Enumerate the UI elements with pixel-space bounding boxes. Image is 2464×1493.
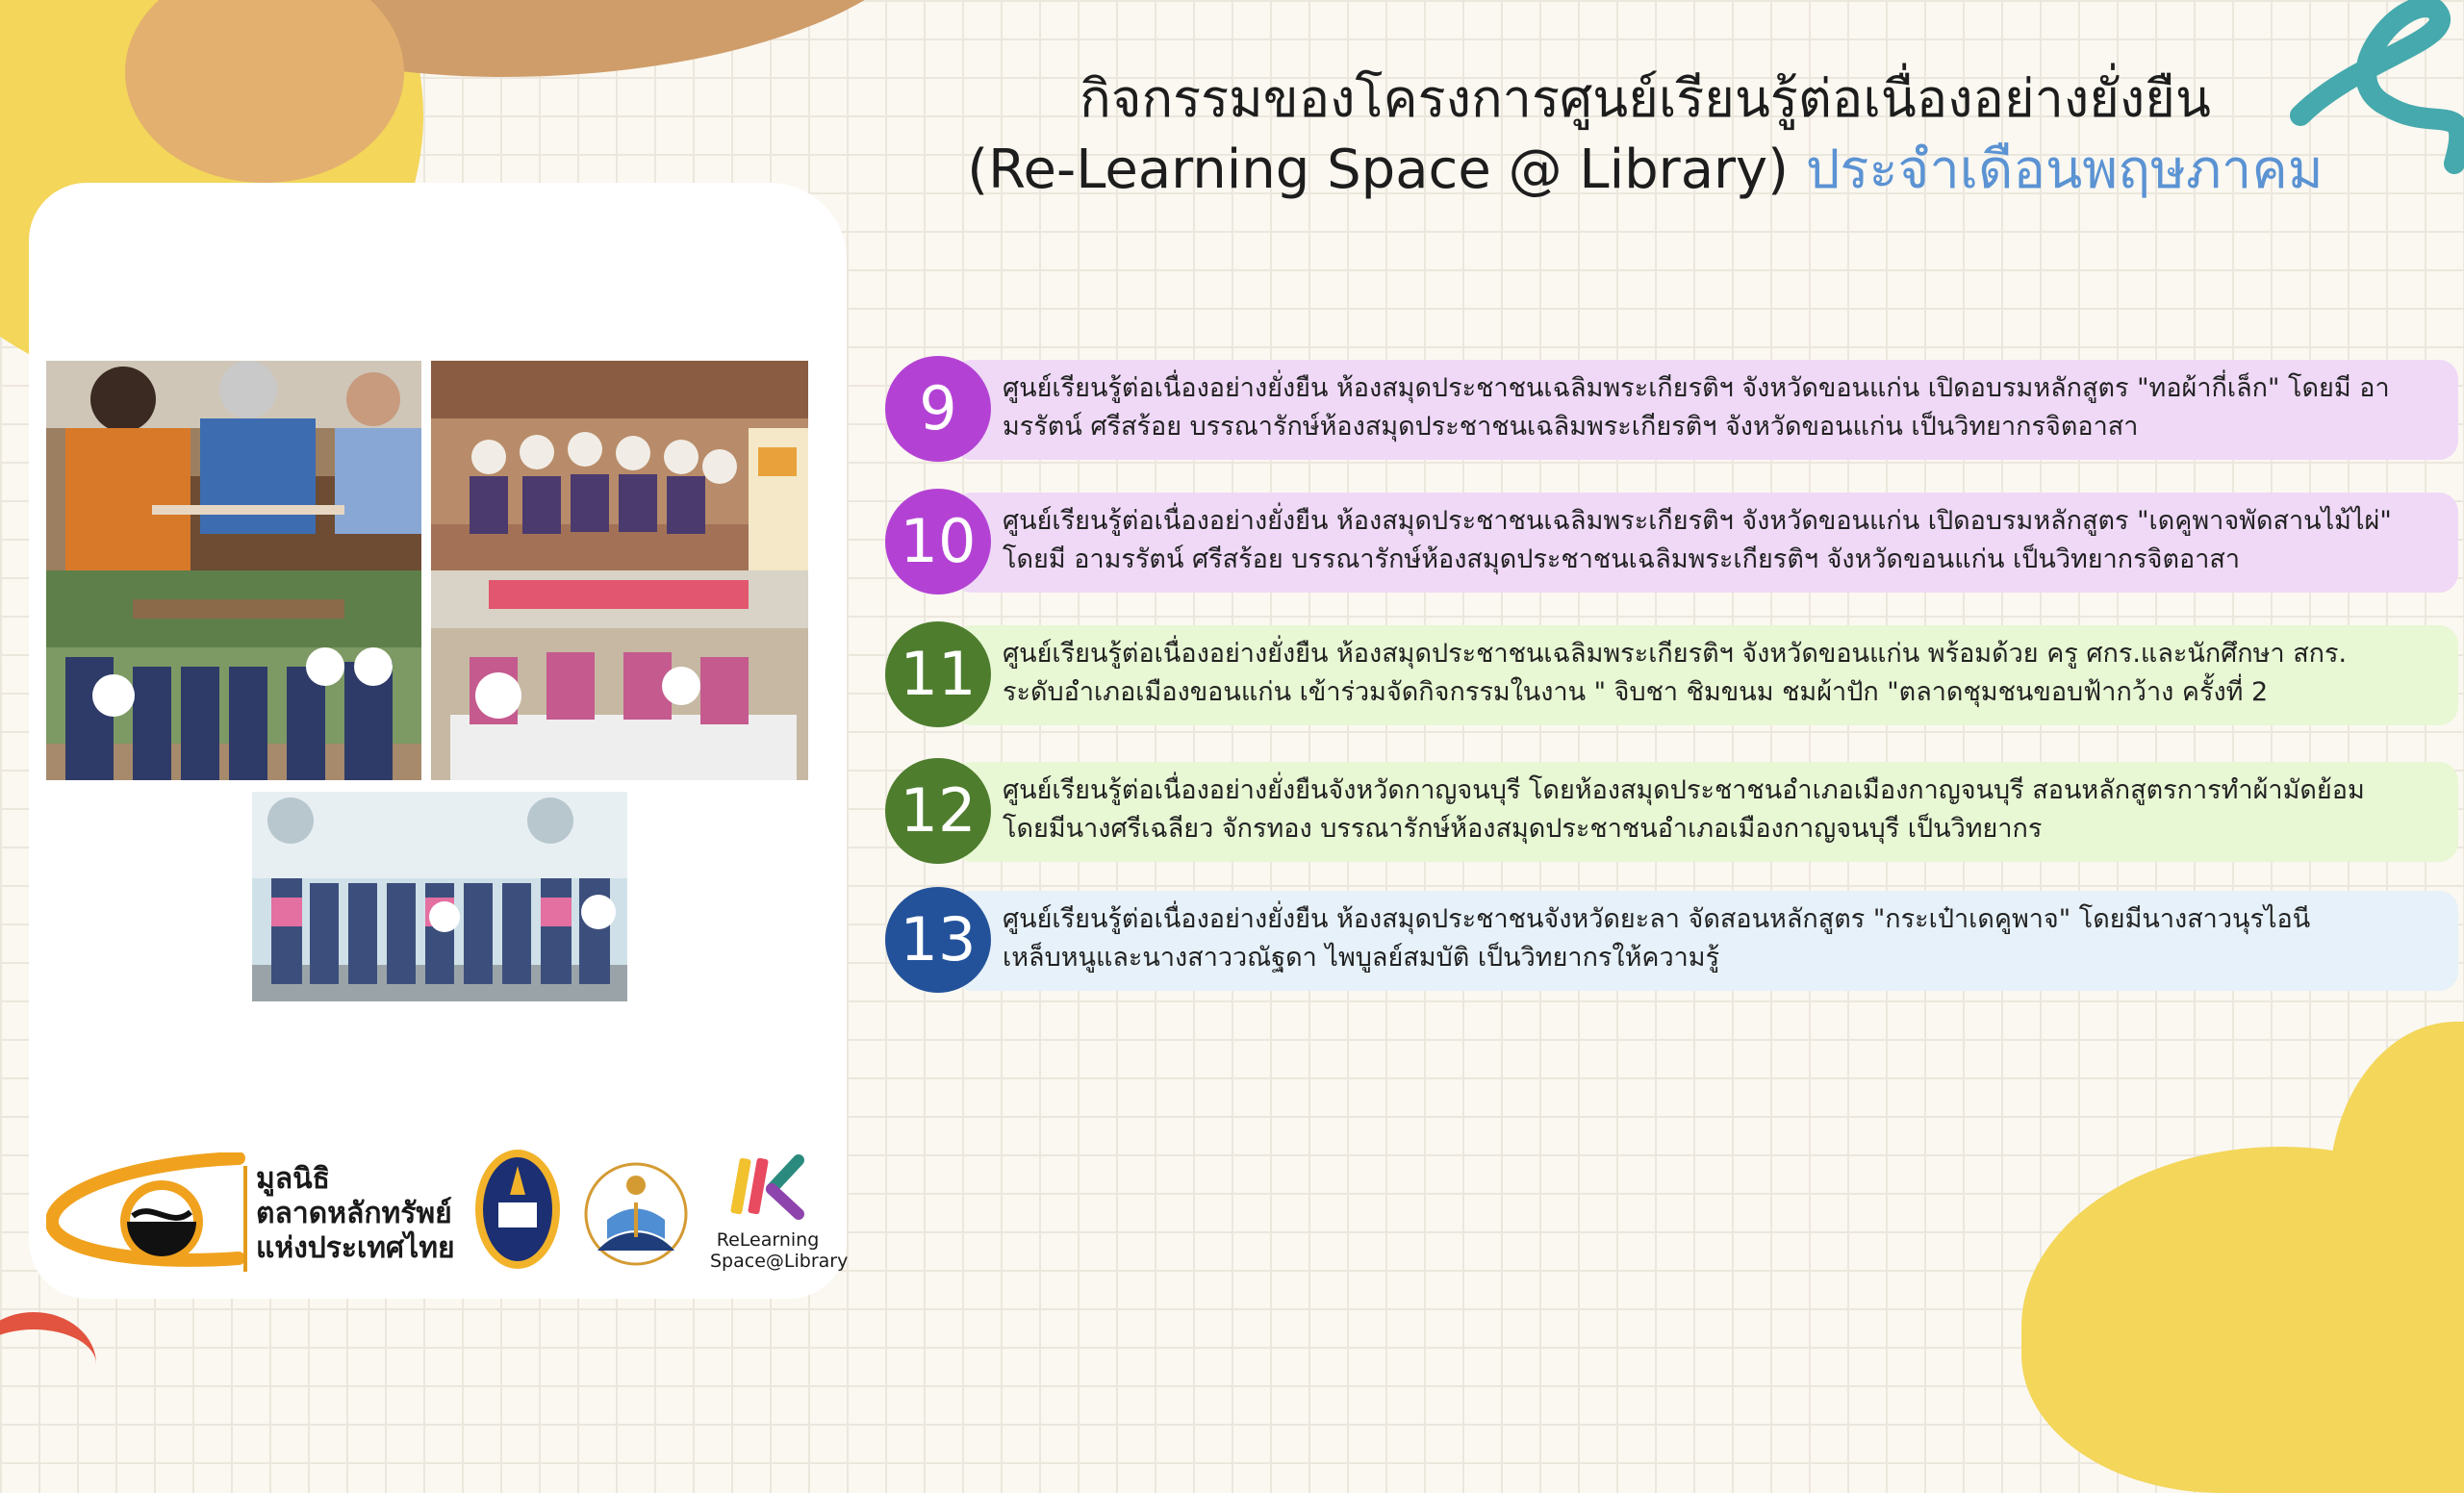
set-logo-line2: ตลาดหลักทรัพย์	[256, 1197, 452, 1230]
set-logo-divider	[243, 1166, 247, 1272]
activity-text-line2: โดยมี อามรรัตน์ ศรีสร้อย บรรณารักษ์ห้องสมุดประชาชนเฉลิมพระเกียรติฯ จังหวัดขอนแก่น เป็นวิทยากรจิตอาสา	[1003, 544, 2240, 574]
dla-crest-icon	[471, 1147, 564, 1272]
activity-number-badge: 13	[885, 887, 991, 993]
activity-number-badge: 12	[885, 758, 991, 864]
decor-yellow-blob-bottom-right	[2021, 1147, 2464, 1493]
relearning-logo-line1: ReLearning	[716, 1229, 820, 1251]
activity-text-line2: เหล็บหนูและนางสาววณัฐดา ไพบูลย์สมบัติ เป็นวิทยากรให้ความรู้	[1003, 943, 1720, 973]
photo-tie-dye-group	[252, 792, 627, 1001]
activity-description	[1003, 369, 2429, 446]
relearning-logo	[710, 1154, 849, 1289]
activity-item-10	[885, 489, 2458, 596]
activity-description	[1003, 900, 2429, 977]
photo-weaving-class	[46, 361, 421, 570]
activity-item-11	[885, 621, 2458, 729]
activity-description	[1003, 772, 2429, 848]
title-line-2	[904, 133, 2386, 208]
activity-description	[1003, 635, 2429, 712]
activity-item-9	[885, 356, 2458, 464]
set-logo-line3: แห่งประเทศไทย	[256, 1231, 455, 1265]
activity-item-13	[885, 887, 2458, 995]
set-emblem-icon	[46, 1152, 248, 1278]
relearning-mark-icon	[729, 1154, 806, 1222]
activity-text-line2: มรรัตน์ ศรีสร้อย บรรณารักษ์ห้องสมุดประชาชนเฉลิมพระเกียรติฯ จังหวัดขอนแก่น เป็นวิทยากรจิตอาสา	[1003, 412, 2139, 442]
activity-number-badge: 11	[885, 621, 991, 727]
activity-text-line1: ศูนย์เรียนรู้ต่อเนื่องอย่างยั่งยืน ห้องสมุดประชาชนเฉลิมพระเกียรติฯ จังหวัดขอนแก่น เปิดอบรมหลักสูตร "เดคูพาจพัดสานไม้ไผ่"	[1003, 506, 2392, 536]
title-main: (Re-Learning Space @ Library)	[967, 139, 1790, 201]
activity-text-line1: ศูนย์เรียนรู้ต่อเนื่องอย่างยั่งยืน ห้องสมุดประชาชนจังหวัดยะลา จัดสอนหลักสูตร "กระเป๋าเดคูพาจ" โดยมีนางสาวนุรไอนี	[1003, 904, 2311, 934]
set-foundation-logo	[46, 1145, 460, 1289]
activity-description	[1003, 502, 2429, 579]
activity-number-badge: 10	[885, 489, 991, 595]
set-logo-line1: มูลนิธิ	[256, 1162, 330, 1196]
photo-group-bamboo-fans	[431, 361, 808, 570]
activity-text-line2: โดยมีนางศรีเฉลียว จักรทอง บรรณารักษ์ห้องสมุดประชาชนอำเภอเมืองกาญจนบุรี เป็นวิทยากร	[1003, 814, 2043, 844]
page-title	[904, 65, 2386, 208]
activity-number-badge: 9	[885, 356, 991, 462]
photo-outdoor-group	[46, 570, 421, 780]
photo-market-event	[431, 570, 808, 780]
relearning-logo-line2: Space@Library	[710, 1251, 849, 1272]
activity-text-line1: ศูนย์เรียนรู้ต่อเนื่องอย่างยั่งยืน ห้องสมุดประชาชนเฉลิมพระเกียรติฯ จังหวัดขอนแก่น เปิดอบรมหลักสูตร "ทอผ้ากี่เล็ก" โดยมี อา	[1003, 373, 2390, 403]
activity-text-line2: ระดับอำเภอเมืองขอนแก่น เข้าร่วมจัดกิจกรรมในงาน " จิบชา ชิมขนม ชมผ้าปัก "ตลาดชุมชนขอบฟ้ากว้าง ครั้งที่ 2	[1003, 677, 2269, 707]
title-month: ประจำเดือนพฤษภาคม	[1805, 139, 2324, 201]
activity-item-12	[885, 758, 2458, 866]
set-logo-text	[256, 1162, 455, 1266]
activity-text-line1: ศูนย์เรียนรู้ต่อเนื่องอย่างยั่งยืน ห้องสมุดประชาชนเฉลิมพระเกียรติฯ จังหวัดขอนแก่น พร้อมด้วย ครู ศกร.และนักศึกษา สกร.	[1003, 639, 2348, 669]
partner-logos	[46, 1145, 849, 1289]
photo-collage	[46, 361, 808, 1005]
decor-red-arc	[0, 1312, 96, 1416]
tawee-panya-foundation-icon	[583, 1145, 689, 1279]
title-line-1: กิจกรรมของโครงการศูนย์เรียนรู้ต่อเนื่องอย่างยั่งยืน	[1080, 68, 2211, 129]
relearning-logo-text	[710, 1229, 849, 1272]
activity-text-line1: ศูนย์เรียนรู้ต่อเนื่องอย่างยั่งยืนจังหวัดกาญจนบุรี โดยห้องสมุดประชาชนอำเภอเมืองกาญจนบุรี สอนหลักสูตรการทำผ้ามัดย้อม	[1003, 775, 2365, 805]
